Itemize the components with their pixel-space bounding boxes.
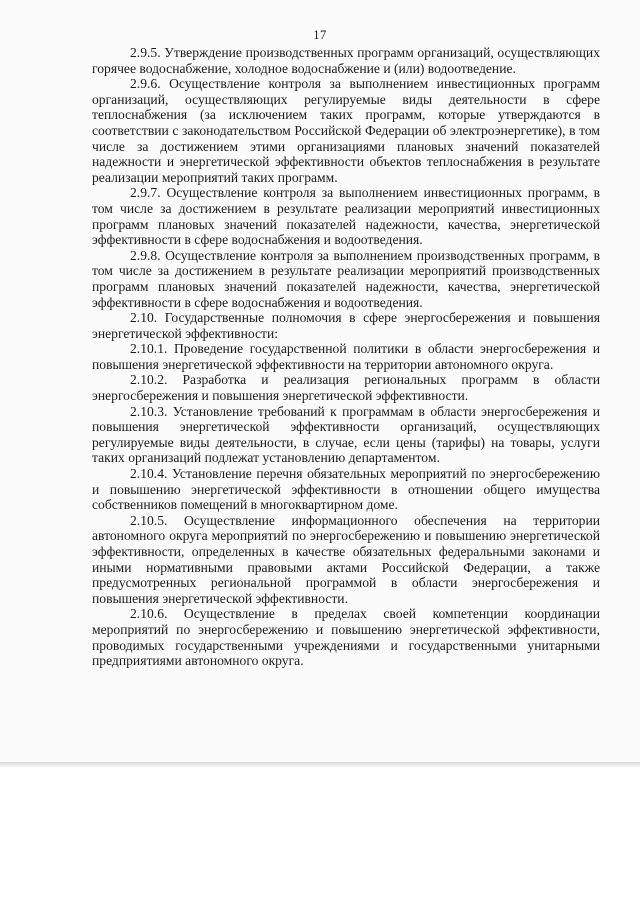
paragraph-2-10-1: 2.10.1. Проведение государственной политики в области энергосбережения и повышения энергетической эффективности на территории автономного округа. [92, 341, 600, 372]
paragraph-2-10-3: 2.10.3. Установление требований к программам в области энергосбережения и повышения энергетической эффективности организаций, осуществляющих регулируемые виды деятельности, в случае, если цены (тарифы) на товары, услуги таких организаций подлежат установлению департаментом. [92, 403, 600, 466]
paragraph-2-9-6: 2.9.6. Осуществление контроля за выполнением инвестиционных программ организаций, осуществляющих регулируемые виды деятельности в сфере теплоснабжения (за исключением таких программ, которые утверждаются в соответствии с законодательством Российской Федерации об электроэнергетике), в том числе за достижением этими организациями плановых значений показателей надежности и энергетической эффективности объектов теплоснабжения в результате реализации мероприятий таких программ. [92, 76, 600, 185]
paragraph-2-9-7: 2.9.7. Осуществление контроля за выполнением инвестиционных программ, в том числе за достижением в результате реализации мероприятий инвестиционных программ плановых значений показателей надежности, качества, энергетической эффективности в сфере водоснабжения и водоотведения. [92, 185, 600, 248]
paragraph-2-9-8: 2.9.8. Осуществление контроля за выполнением производственных программ, в том числе за достижением в результате реализации мероприятий производственных программ плановых значений показателей надежности, качества, энергетической эффективности в сфере водоснабжения и водоотведения. [92, 247, 600, 310]
paragraph-2-10-4: 2.10.4. Установление перечня обязательных мероприятий по энергосбережению и повышению энергетической эффективности в отношении общего имущества собственников помещений в многоквартирном доме. [92, 466, 600, 513]
paragraph-2-10-6: 2.10.6. Осуществление в пределах своей компетенции координации мероприятий по энергосбережению и повышению энергетической эффективности, проводимых государственными учреждениями и государственными унитарными предприятиями автономного округа. [92, 606, 600, 669]
paragraph-2-10-5: 2.10.5. Осуществление информационного обеспечения на территории автономного округа мероприятий по энергосбережению и повышению энергетической эффективности, определенных в качестве обязательных федеральными законами и иными нормативными правовыми актами Российской Федерации, а также предусмотренных региональной программой в области энергосбережения и повышения энергетической эффективности. [92, 512, 600, 606]
document-body [92, 45, 600, 669]
paragraph-2-10: 2.10. Государственные полномочия в сфере энергосбережения и повышения энергетической эффективности: [92, 310, 600, 341]
page-number: 17 [313, 28, 327, 42]
paragraph-2-10-2: 2.10.2. Разработка и реализация региональных программ в области энергосбережения и повышения энергетической эффективности. [92, 372, 600, 404]
paragraph-2-9-5: 2.9.5. Утверждение производственных программ организаций, осуществляющих горячее водоснабжение, холодное водоснабжение и (или) водоотведение. [92, 45, 600, 76]
page-bottom-edge [0, 762, 640, 768]
